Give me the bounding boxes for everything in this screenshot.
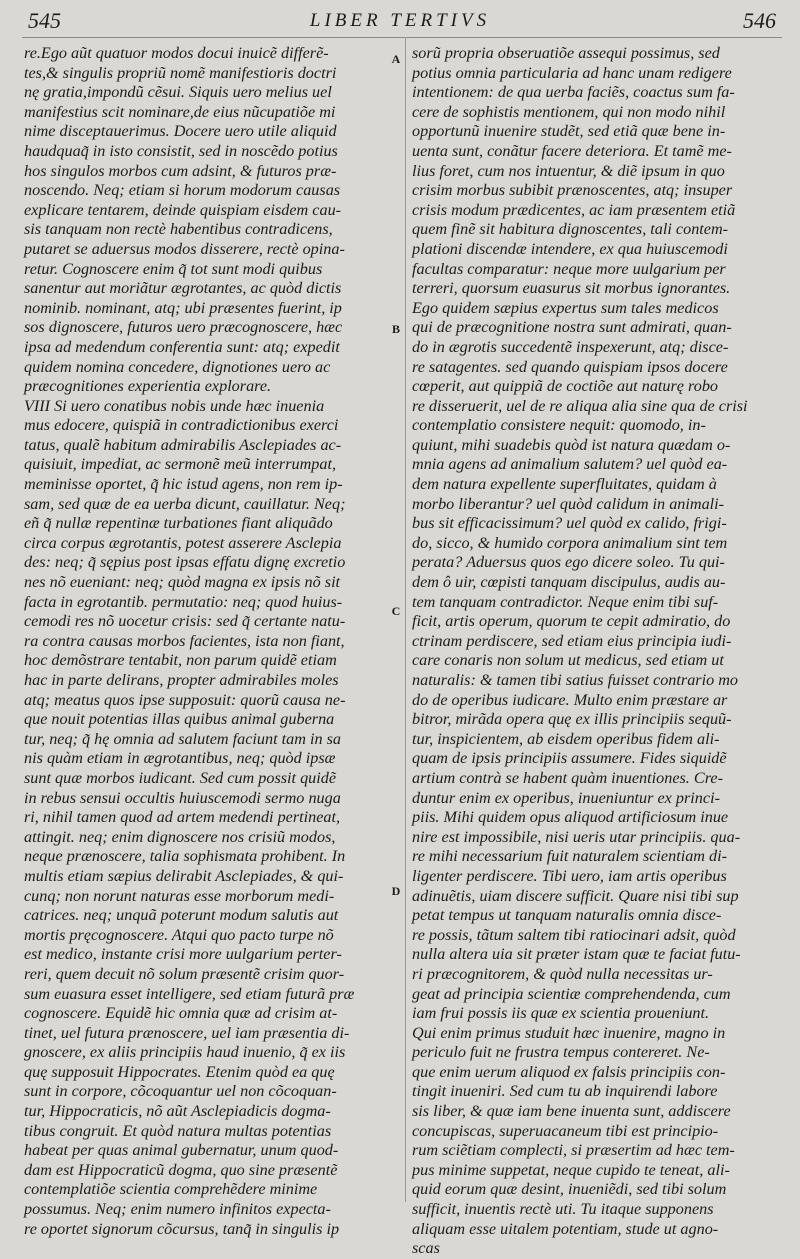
left-column-line: præcognitiones experientia explorare. [24, 377, 272, 396]
right-column-line: Ego quidem sæpius expertus sum tales medicos [412, 298, 719, 317]
right-column-line: geat ad principia scientiæ comprehendenda, cum [412, 984, 731, 1003]
running-title: LIBER TERTIVS [309, 10, 491, 31]
right-column-line: Qui enim primus studuit hæc inuenire, magno in [412, 1023, 726, 1042]
margin-letter-c: C [391, 604, 401, 618]
right-column-line: perata? Aduersus quos ego dicere soleo. Tu qui- [412, 553, 725, 572]
left-column-line: quisiuit, impediat, ac sermonẽ meũ interrumpat, [24, 455, 337, 474]
right-column-line: ctrinam perdiscere, sed etiam eius principia iudi- [412, 631, 732, 650]
left-column-line: eñ q̃ nullæ repentinæ turbationes fiant aliquãdo [24, 514, 333, 533]
right-column-line: petat tempus ut tanquam naturalis omnia disce- [412, 906, 722, 925]
left-column-line: manifestius scit nominare,de eius nũcupatiõe mi [24, 102, 336, 121]
right-column-line: bus sit efficacissimum? uel quòd ex calido, frigi- [412, 514, 727, 533]
right-column-line: re disseruerit, uel de re aliqua alia sine qua de crisi [412, 396, 748, 415]
right-column-line: artium contrà se habent quàm inuentiones. Cre- [412, 768, 723, 787]
left-column-line: possumus. Neq; enim numero infinitos expecta- [24, 1200, 331, 1219]
header-rule [22, 37, 782, 38]
right-column-line: scas [412, 1239, 440, 1258]
left-column-line: tatus, qualẽ habitum admirabilis Asclepiades ac- [24, 435, 342, 454]
right-column-line: rum sciẽtiam complecti, si præsertim ad hæc tem- [412, 1141, 735, 1160]
right-column-line: quem finẽ sit habitura dignoscentes, tali contem- [412, 220, 729, 239]
right-column-line: concupiscas, superuacaneum tibi est principio- [412, 1121, 719, 1140]
left-column-line: nominib. nominant, atq; ubi præsentes fuerint, ip [24, 298, 342, 317]
left-column-line: gnoscere, ex aliis principiis haud inuenio, q̃ ex iis [24, 1043, 346, 1062]
right-column-line: periculo fuit ne frustra tempus contereret. Ne- [412, 1043, 710, 1062]
right-column-line: sorũ propria obseruatiõe assequi possimus, sed [412, 44, 720, 62]
right-column-line: iam frui possis iis quæ ex scientia proueniunt. [412, 1004, 710, 1023]
right-column-line: sis liber, & quæ iam bene inuenta sunt, addiscere [412, 1102, 731, 1121]
right-column-line: aliquam esse uitalem potentiam, stude ut agno- [412, 1219, 719, 1238]
left-column-line: nes nõ eueniant: neq; quòd magna ex ipsis nõ sit [24, 573, 341, 592]
right-column-line: do de operibus iudicare. Multo enim præstare ar [412, 690, 728, 709]
left-column-line: meminisse oportet, q̃ hic istud agens, non rem ip- [24, 475, 343, 494]
left-column-line: sunt quæ morbos iudicant. Sed cum possit quidẽ [24, 768, 337, 787]
right-column-line: duntur enim ex operibus, inueniuntur ex princi- [412, 788, 720, 807]
right-column-line: tingit inueniri. Sed cum tu ab inquirendi labore [412, 1082, 718, 1101]
margin-letter-d: D [391, 884, 401, 898]
left-column-line: mus edocere, quispiã in contradictionibus exerci [24, 416, 339, 435]
left-column-line: multis etiam sæpius delirabit Asclepiades, & qui- [24, 866, 344, 885]
left-column-line: neque prænoscere, talia sophismata prohibent. In [24, 847, 346, 866]
folio-right: 546 [743, 8, 776, 33]
right-column-line: re satagentes. sed quando quispiam ipsos docere [412, 357, 728, 376]
page-header [0, 0, 800, 40]
right-column-line: tem tanquam contradictor. Neque enim tibi suf- [412, 592, 719, 611]
left-column-line: nis quàm etiam in ægrotantibus, neq; quòd ipsæ [24, 749, 336, 768]
right-column-line: intentionem: de qua uerba faciẽs, coactus sum fa- [412, 83, 735, 102]
left-column-line: noscendo. Neq; etiam si horum modorum causas [24, 181, 341, 200]
left-column-line: nime disceptauerimus. Docere uero utile aliquid [24, 122, 337, 141]
left-column-line: mortis pręcognoscere. Atqui quo pacto turpe nõ [24, 925, 334, 944]
right-column-line: facultas comparatur: neque more uulgarium per [412, 259, 726, 278]
left-column-line: tibus congruit. Et quòd natura multas potentias [24, 1121, 332, 1140]
right-column-line: ligenter perdiscere. Tibi uero, iam artis operibus [412, 866, 727, 885]
left-column-line: explicare tentarem, deinde quispiam eisdem cau- [24, 200, 342, 219]
left-column-line: tinet, uel futura prænoscere, uel iam præsentia di- [24, 1023, 350, 1042]
right-column-line: pus minime suppetat, neque cupido te teneat, ali- [412, 1160, 730, 1179]
left-column-line: quę supposuit Hippocrates. Etenim quòd ea quę [24, 1062, 335, 1081]
right-column-line: nire est impossibile, nisi ueris utar principiis. qua- [412, 827, 741, 846]
margin-letter-a: A [391, 52, 401, 66]
left-column-line: sum euasura esset intelligere, sed etiam futurã præ [24, 984, 355, 1003]
right-column-line: tur, inspicientem, ab eisdem operibus fidem ali- [412, 729, 720, 748]
left-column-line: atq; meatus quos ipse supposuit: quorũ causa ne- [24, 690, 346, 709]
left-column-line: tur, Hippocraticis, nõ aũt Asclepiadicis dogma- [24, 1102, 331, 1121]
left-column-line: hac in parte delirans, propter admirabiles moles [24, 671, 339, 689]
left-column-line: retur. Cognoscere enim q̃ tot sunt modi quibus [24, 259, 323, 278]
margin-letter-b: B [391, 322, 400, 336]
left-column-line: reri, quem decuit nõ solum præsentẽ crisim quor- [24, 964, 345, 983]
left-column-line: sos dignoscere, futuros uero præcognoscere, hæc [24, 318, 343, 337]
right-column-line: opportunũ inuenire studẽt, sed etiã quæ bene in- [412, 122, 726, 141]
left-column-line: sis tanquam non rectè habentibus contradicens, [24, 220, 333, 239]
right-column-line: plationi discendæ intendere, ex qua huiuscemodi [412, 239, 728, 258]
right-column-line: contemplatio consistere nequit: quomodo, in- [412, 416, 706, 435]
left-column-line: cognoscere. Equidẽ hic omnia quæ ad crisim at- [24, 1004, 338, 1023]
right-column-line: sufficit, inuentis rectè uti. Tu itaque supponens [412, 1200, 714, 1219]
right-column-line: mnia agens ad animalium salutem? uel quòd ea- [412, 455, 728, 474]
left-column-line: re.Ego aũt quatuor modos docui inuicẽ differẽ- [24, 44, 329, 62]
left-column-line: que nouit potentias illas quibus animal guberna [24, 710, 335, 729]
left-column-line: haudquaq̃ in isto consistit, sed in noscẽdo potius [24, 141, 338, 160]
right-column-line: quiunt, mihi suadebis quòd ist natura quædam o- [412, 435, 731, 454]
left-column-line: est medico, instante crisi more uulgarium perter- [24, 945, 342, 964]
left-column-line: ra contra causas morbos facientes, ista non fiant, [24, 631, 345, 650]
left-column-line: tes,& singulis propriũ nomẽ manifestioris doctri [24, 63, 337, 82]
left-column-line: ipsa ad medendum conferentia sunt: atq; expedit [24, 337, 340, 356]
right-column-line: do in ægrotis succedentẽ inspexerunt, atq; disce- [412, 337, 729, 356]
left-column-line: cunq; non norunt naturas esse morborum medi- [24, 886, 335, 905]
left-column-line: nę gratia,impondũ cẽsui. Siquis uero melius uel [24, 83, 332, 102]
right-column-line: qui de præcognitione nostra sunt admirati, quan- [412, 318, 732, 337]
left-column-line: putaret se aduersus modos disserere, rectè opina- [24, 239, 345, 258]
left-column-line: hoc demõstrare tentabit, non parum quidẽ etiam [24, 651, 337, 670]
right-column-line: quam de ipsis principiis assumere. Fides siquidẽ [412, 749, 727, 768]
left-column-line: ri, nihil tamen quod ad artem medendi pertineat, [24, 808, 341, 827]
right-column-line: lius foret, cum nos intuentur, & diẽ ipsum in quo [412, 161, 725, 180]
left-column-line: facta in egrotantib. permutatio: neq; quod huius- [24, 592, 343, 611]
right-column-line: naturalis: & tamen tibi satius fuisset contrario mo [412, 671, 739, 689]
left-column [24, 44, 386, 1239]
left-column-line: hos singulos morbos cum adsint, & futuros præ- [24, 161, 337, 180]
left-column-line: sanentur aut moriãtur ægrotantes, ac quòd dictis [24, 279, 342, 298]
right-column-line: ri præcognitorem, & quòd nulla necessitas ur- [412, 964, 713, 983]
left-column-line: habeat per quas animal gubernatur, unum quod- [24, 1141, 339, 1160]
right-column-line: crisim morbus subibit prænoscentes, atq; insuper [412, 181, 733, 200]
right-column-line: bitror, mirãda opera quę ex illis principiis sequũ- [412, 710, 732, 729]
left-column-line: attingit. neq; enim dignoscere nos crisiũ modos, [24, 827, 336, 846]
right-column-line: dem ô uir, cœpisti tanquam discipulus, audis au- [412, 573, 726, 592]
left-column-line: quidem nomina concedere, dignotiones uero ac [24, 357, 331, 376]
left-column-line: tur, neq; q̃ hę omnia ad salutem faciunt tam in sa [24, 729, 341, 748]
right-column-line: crisis modum prædicentes, ac iam præsentem etiã [412, 200, 736, 219]
right-column-line: care conaris non solum ut medicus, sed etiam ut [412, 651, 724, 670]
left-column-line: cemodi res nõ uocetur crisis: sed q̃ certante natu- [24, 612, 346, 631]
left-column-line: des: neq; q̃ sępius post ipsas effatu dignę excretio [24, 553, 346, 572]
right-column-line: uenta sunt, conãtur facere deteriora. Et tamẽ me- [412, 141, 732, 160]
right-column-line: re mihi necessarium fuit naturalem scientiam di- [412, 847, 728, 866]
right-column-line: morbo liberantur? uel quòd calidum in animali- [412, 494, 725, 513]
right-column-line: adinuẽtis, uiam discere sufficit. Quare nisi tibi sup [412, 886, 739, 905]
left-column-line: catrices. neq; unquã poterunt modum salutis aut [24, 906, 339, 925]
right-column-line: piis. Mihi quidem opus aliquod artificiosum inue [412, 808, 729, 827]
left-column-line: dam est Hippocraticũ dogma, quo sine præsentẽ [24, 1160, 338, 1179]
right-column-line: que enim uerum aliquod ex falsis principiis con- [412, 1062, 726, 1081]
left-column-line: contemplatiõe scientia comprehẽdere minime [24, 1180, 318, 1199]
left-column-line: re oportet signorum cõcursus, tanq̃ in singulis ip [24, 1219, 340, 1238]
left-column-line: sam, sed quæ de ea uerba dicunt, cauillatur. Neq; [24, 494, 346, 513]
right-column-line: dem natura expellente superfluitates, quidam à [412, 475, 717, 494]
right-column-line: cere de sophistis mentionem, qui non modo nihil [412, 102, 726, 121]
right-column-line: re possis, tãtum saltem tibi ratiocinari adsit, quòd [412, 925, 736, 944]
left-column-line: circa corpus ægrotantis, potest asserere Asclepia [24, 533, 342, 552]
folio-left: 545 [28, 8, 61, 33]
right-column-line: quid eorum quæ desint, inueniẽdi, sed tibi solum [412, 1180, 727, 1199]
left-column-line: sunt in corpore, cõcoquantur uel non cõcoquan- [24, 1082, 337, 1101]
right-column-line: cœperit, aut quippiã de coctiõe aut naturę robo [412, 377, 719, 396]
left-column-line: VIII Si uero conatibus nobis unde hæc inuenia [24, 396, 325, 415]
right-column-line: ficit, artis operum, quorum te cepit admiratio, do [412, 612, 731, 631]
right-column [412, 44, 784, 1259]
column-divider [405, 37, 406, 1202]
right-column-line: do, sicco, & humido corpora animalium sint tem [412, 533, 728, 552]
right-column-line: nulla altera uia sit præter istam quæ te faciat futu- [412, 945, 741, 964]
left-column-line: in rebus sensui occultis huiuscemodi sermo nuga [24, 788, 341, 807]
right-column-line: terreri, quorsum euasurus sit morbus ignorantes. [412, 279, 731, 298]
right-column-line: potius omnia particularia ad hanc unam redigere [412, 63, 732, 82]
